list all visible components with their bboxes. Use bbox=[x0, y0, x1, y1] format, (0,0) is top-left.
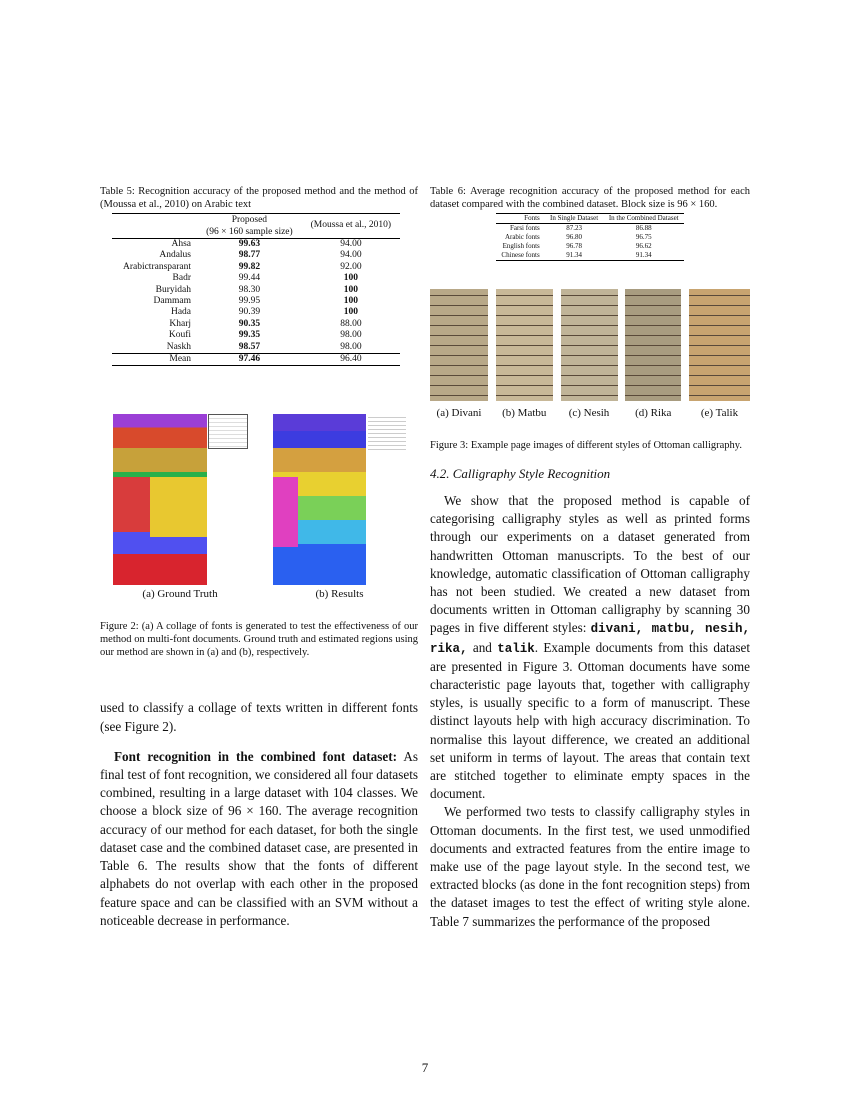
font-name: Andalus bbox=[159, 250, 192, 261]
figure3-subcaption: (a) Divani bbox=[436, 407, 482, 419]
mean-moussa: 96.40 bbox=[340, 354, 362, 365]
font-name: Dammam bbox=[153, 296, 192, 307]
left-paragraph-1: used to classify a collage of texts written in different fonts (see Figure 2). bbox=[100, 700, 418, 734]
font-name: Arabictransparant bbox=[122, 261, 192, 272]
figure3-panel bbox=[496, 289, 553, 419]
table5 bbox=[112, 213, 400, 366]
figure3-panel bbox=[561, 289, 618, 419]
col-header: Fonts bbox=[524, 214, 540, 222]
figure2-subcaption: (b) Results bbox=[315, 588, 364, 601]
col-header: In Single Dataset bbox=[549, 214, 599, 222]
figure3-subcaption: (e) Talik bbox=[700, 407, 739, 419]
style-names: divani, matbu, nesih, rika, bbox=[430, 622, 750, 656]
proposed-value: 98.30 bbox=[238, 284, 261, 295]
moussa-value: 98.00 bbox=[340, 341, 362, 352]
moussa-value: 94.00 bbox=[340, 239, 362, 249]
col-header: In the Combined Dataset bbox=[608, 214, 679, 222]
figure3 bbox=[430, 289, 750, 419]
figure2-caption: Figure 2: (a) A collage of fonts is generated to test the effectiveness of our method on multi-font documents. Ground truth and estimated regions using our method are shown in (a) and (b), respectively. bbox=[100, 621, 418, 659]
table-row bbox=[496, 224, 684, 234]
figure2 bbox=[100, 414, 418, 604]
font-name: Naskh bbox=[166, 341, 192, 352]
calligraphy-page-image bbox=[430, 289, 488, 401]
style-name: talik bbox=[497, 641, 535, 656]
font-name: Ahsa bbox=[171, 239, 192, 249]
moussa-value: 100 bbox=[343, 273, 358, 284]
proposed-value: 99.44 bbox=[238, 273, 261, 284]
paragraph-heading: Font recognition in the combined font dataset: bbox=[114, 748, 398, 764]
table-row bbox=[112, 285, 400, 296]
paragraph-text: As final test of font recognition, we considered all four datasets combined, resulting in a large dataset with 104 classes. We choose a block size of 96 × 160. The average recognition accuracy of our method for each dataset, for both the single dataset case and the combined dataset case, are presented in Table 6. The results show that the fonts of different alphabets do not overlap with each other in the proposed feature space and can be classified with an SVM without a noticeable decrease in performance. bbox=[100, 748, 418, 928]
table-row bbox=[112, 342, 400, 354]
font-name: Buryidah bbox=[155, 284, 192, 295]
table6-caption: Table 6: Average recognition accuracy of the proposed method for each dataset compared with the combined dataset. Block size is 96 × 160. bbox=[430, 186, 750, 210]
header-moussa: (Moussa et al., 2010) bbox=[310, 220, 392, 231]
combined-value: 91.34 bbox=[635, 251, 652, 259]
table-row bbox=[112, 273, 400, 284]
proposed-value: 98.77 bbox=[238, 250, 261, 261]
figure3-caption: Figure 3: Example page images of different styles of Ottoman calligraphy. bbox=[430, 440, 742, 451]
ground-truth-legend bbox=[208, 414, 248, 449]
two-column-body bbox=[100, 185, 750, 931]
single-value: 96.78 bbox=[566, 242, 582, 250]
moussa-value: 100 bbox=[343, 296, 358, 307]
figure3-panel bbox=[430, 289, 488, 419]
moussa-value: 94.00 bbox=[340, 250, 362, 261]
table-row bbox=[112, 319, 400, 330]
header-proposed: Proposed bbox=[231, 215, 268, 225]
moussa-value: 98.00 bbox=[340, 330, 362, 341]
moussa-value: 92.00 bbox=[340, 261, 362, 272]
paragraph-text: and bbox=[467, 639, 498, 655]
moussa-value: 100 bbox=[343, 307, 358, 318]
font-set: Chinese fonts bbox=[501, 251, 540, 259]
table5-caption: Table 5: Recognition accuracy of the proposed method and the method of (Moussa et al., 2010) on Arabic text bbox=[100, 186, 418, 210]
single-value: 96.80 bbox=[566, 233, 582, 241]
table-row bbox=[112, 239, 400, 251]
table-row bbox=[112, 262, 400, 273]
font-name: Badr bbox=[172, 273, 192, 284]
left-paragraph-2 bbox=[100, 748, 418, 930]
font-name: Hada bbox=[170, 307, 192, 318]
moussa-value: 100 bbox=[343, 284, 358, 295]
table-row bbox=[496, 242, 684, 251]
right-column bbox=[430, 185, 750, 931]
table-row bbox=[112, 296, 400, 307]
mean-row bbox=[112, 354, 400, 366]
figure3-subcaption: (d) Rika bbox=[635, 407, 672, 419]
font-name: Kharj bbox=[169, 318, 192, 329]
table-row bbox=[112, 250, 400, 261]
calligraphy-page-image bbox=[496, 289, 553, 401]
calligraphy-page-image bbox=[689, 289, 750, 401]
table6 bbox=[496, 213, 684, 261]
proposed-value: 90.35 bbox=[238, 318, 261, 329]
ground-truth-region bbox=[150, 477, 207, 537]
figure3-subcaption: (b) Matbu bbox=[502, 407, 547, 419]
proposed-value: 90.39 bbox=[238, 307, 261, 318]
figure3-panel bbox=[689, 289, 750, 419]
figure3-subcaption: (c) Nesih bbox=[568, 407, 610, 419]
combined-value: 96.62 bbox=[635, 242, 652, 250]
mean-proposed: 97.46 bbox=[238, 354, 261, 365]
combined-value: 86.88 bbox=[635, 224, 652, 232]
page-number: 7 bbox=[421, 1060, 429, 1075]
right-paragraph-1 bbox=[430, 492, 750, 803]
results-region bbox=[273, 477, 298, 547]
left-column bbox=[100, 185, 418, 930]
header-proposed-sub: (96 × 160 sample size) bbox=[206, 227, 293, 237]
figure2-subcaption: (a) Ground Truth bbox=[142, 588, 218, 601]
results-legend bbox=[368, 414, 406, 452]
figure3-panel bbox=[625, 289, 681, 419]
combined-value: 96.75 bbox=[635, 233, 652, 241]
ground-truth-region bbox=[113, 477, 150, 532]
right-paragraph-2: We performed two tests to classify calligraphy styles in Ottoman documents. In the first test, we used unmodified documents and extracted features from the entire image to make use of the page layout style. In the second test, we extracted blocks (as done in the font recognition steps) from the dataset images to test the effect of writing style alone. Table 7 summarizes the performance of the proposed bbox=[430, 804, 750, 929]
calligraphy-page-image bbox=[625, 289, 681, 401]
font-set: Arabic fonts bbox=[504, 233, 540, 241]
proposed-value: 99.95 bbox=[238, 296, 261, 307]
table-row bbox=[112, 330, 400, 341]
paragraph-text: We show that the proposed method is capable of categorising calligraphy styles as well as printed forms through our experiments on a dataset generated from handwritten Ottoman manuscripts. To the best of our knowledge, automatic classification of Ottoman calligraphy has not been studied. We created a new dataset from documents written in Ottoman calligraphy by scanning 30 pages in five different styles: bbox=[430, 493, 750, 636]
single-value: 91.34 bbox=[566, 251, 582, 259]
proposed-value: 99.35 bbox=[238, 330, 261, 341]
table-row bbox=[496, 251, 684, 261]
table-row bbox=[112, 307, 400, 318]
table-row bbox=[496, 233, 684, 242]
moussa-value: 88.00 bbox=[340, 318, 362, 329]
single-value: 87.23 bbox=[566, 224, 582, 232]
font-set: English fonts bbox=[502, 242, 540, 250]
section-heading: 4.2. Calligraphy Style Recognition bbox=[430, 466, 611, 481]
font-name: Koufi bbox=[168, 330, 192, 341]
proposed-value: 99.63 bbox=[238, 239, 261, 249]
paragraph-text: . Example documents from this dataset are presented in Figure 3. Ottoman documents have some characteristic page layouts that, together with calligraphy styles, is usually specific to a form of manuscript. These distinct layouts help with high accuracy discrimination. To normalise this layout difference, we created an additional set uniform in terms of layout. The areas that contain text are stitched together to eliminate empty spaces in the document. bbox=[430, 639, 750, 802]
mean-label: Mean bbox=[169, 354, 192, 365]
calligraphy-page-image bbox=[561, 289, 618, 401]
proposed-value: 98.57 bbox=[238, 341, 261, 352]
font-set: Farsi fonts bbox=[509, 224, 540, 232]
proposed-value: 99.82 bbox=[238, 261, 261, 272]
